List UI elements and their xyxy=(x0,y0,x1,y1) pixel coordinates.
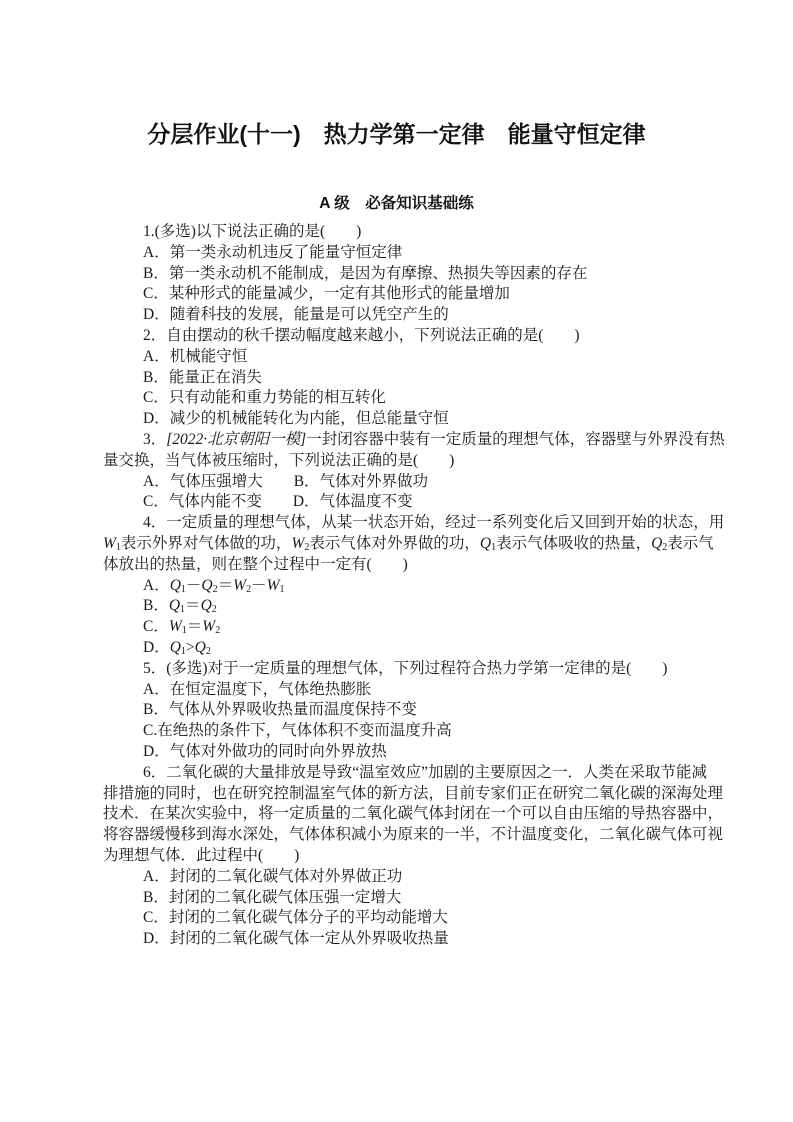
q3-stem-line-1: 3．[2022·北京朝阳一模]一封闭容器中装有一定质量的理想气体，容器壁与外界没有热 xyxy=(143,430,725,448)
q2-option-c: C．只有动能和重力势能的相互转化 xyxy=(143,389,386,407)
q1-option-b: B．第一类永动机不能制成，是因为有摩擦、热损失等因素的存在 xyxy=(143,264,588,282)
q6-option-c: C．封闭的二氧化碳气体分子的平均动能增大 xyxy=(143,909,448,927)
q5-option-a: A．在恒定温度下，气体绝热膨胀 xyxy=(143,680,372,698)
q4-option-a: A．$Q_1-Q_2=W_2-W_1$ xyxy=(143,576,285,595)
q6-option-a: A．封闭的二氧化碳气体对外界做正功 xyxy=(143,867,403,885)
q5-option-c: C.在绝热的条件下，气体体积不变而温度升高 xyxy=(143,722,452,740)
worksheet-body xyxy=(103,222,725,950)
q1-option-c: C．某种形式的能量减少，一定有其他形式的能量增加 xyxy=(143,285,510,303)
q5-option-d: D．气体对外做功的同时向外界放热 xyxy=(143,742,387,760)
q2-option-d: D．减少的机械能转化为内能，但总能量守恒 xyxy=(143,410,449,428)
q4-stem-line-3: 体放出的热量，则在整个过程中一定有( ) xyxy=(103,555,408,573)
q6-option-b: B．封闭的二氧化碳气体压强一定增大 xyxy=(143,888,402,906)
q1-stem: 1.(多选)以下说法正确的是( ) xyxy=(143,223,362,240)
q6-option-d: D．封闭的二氧化碳气体一定从外界吸收热量 xyxy=(143,930,449,948)
q6-stem-line-1: 6．二氧化碳的大量排放是导致“温室效应”加剧的主要原因之一．人类在采取节能减 xyxy=(143,763,708,781)
q1-option-d: D．随着科技的发展，能量是可以凭空产生的 xyxy=(143,306,449,324)
q6-stem-line-2: 排措施的同时，也在研究控制温室气体的新方法，目前专家们正在研究二氧化碳的深海处理 xyxy=(103,784,724,802)
q5-option-b: B．气体从外界吸收热量而温度保持不变 xyxy=(143,701,417,719)
q3-options-ab: A．气体压强增大 B．气体对外界做功 xyxy=(143,472,429,490)
q4-option-d: D．$Q_1>Q_2$ xyxy=(143,638,211,657)
q5-stem: 5．(多选)对于一定质量的理想气体，下列过程符合热力学第一定律的是( ) xyxy=(143,659,668,677)
q2-stem: 2．自由摆动的秋千摆动幅度越来越小，下列说法正确的是( ) xyxy=(143,326,580,344)
q3-stem-line-2: 量交换，当气体被压缩时，下列说法正确的是( ) xyxy=(103,451,455,469)
q3-options-cd: C．气体内能不变 D．气体温度不变 xyxy=(143,493,413,511)
q6-stem-line-3: 技术．在某次实验中，将一定质量的二氧化碳气体封闭在一个可以自由压缩的导热容器中， xyxy=(103,805,724,823)
q1-option-a: A．第一类永动机违反了能量守恒定律 xyxy=(143,243,403,261)
q6-stem-line-5: 为理想气体．此过程中( ) xyxy=(103,846,300,864)
q2-option-b: B．能量正在消失 xyxy=(143,368,262,386)
q4-option-c: C．$W_1=W_2$ xyxy=(143,618,221,637)
section-a-heading: A 级 必备知识基础练 xyxy=(319,195,474,212)
q6-stem-line-4: 将容器缓慢移到海水深处，气体体积减小为原来的一半，不计温度变化，二氧化碳气体可视 xyxy=(103,826,724,844)
q4-stem-line-2: $W_1$表示外界对气体做的功，$W_2$表示气体对外界做的功，$Q_1$表示气体吸收的热量，$Q_2$表示气 xyxy=(103,534,714,553)
q4-option-b: B．$Q_1=Q_2$ xyxy=(143,597,217,616)
q2-option-a: A．机械能守恒 xyxy=(143,347,248,365)
q4-stem-line-1: 4．一定质量的理想气体，从某一状态开始，经过一系列变化后又回到开始的状态，用 xyxy=(143,514,725,532)
worksheet-title: 分层作业(十一) 热力学第一定律 能量守恒定律 xyxy=(147,121,646,147)
